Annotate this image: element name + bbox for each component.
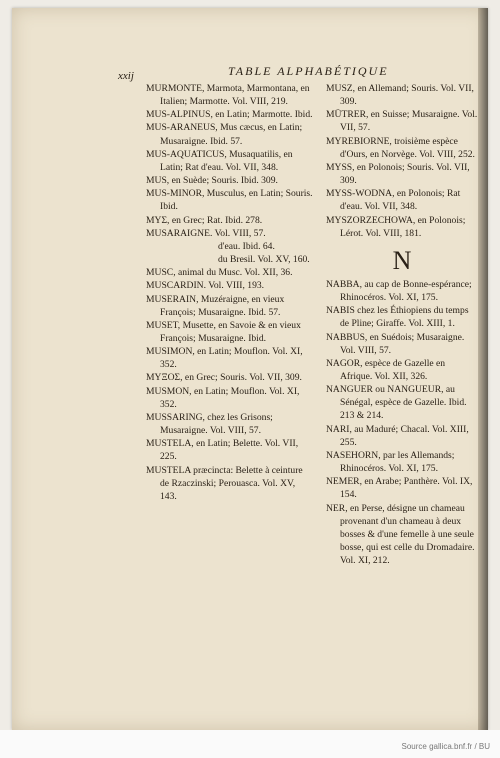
book-spine-shadow	[478, 8, 488, 730]
index-entry: NABBA, au cap de Bonne-espérance; Rhinocéros. Vol. XI, 175.	[326, 278, 472, 304]
index-entry: ΜΥΞΟΣ, en Grec; Souris. Vol. VII, 309.	[146, 372, 302, 384]
index-entry: MUSTELA præcincta: Belette à ceinture de Rzaczinski; Perouasca. Vol. XV, 143.	[146, 464, 303, 502]
index-entry: MUS, en Suède; Souris. Ibid. 309.	[146, 175, 278, 187]
index-entry: NANGUER ou NANGUEUR, au Sénégal, espèce de Gazelle. Ibid. 213 & 214.	[326, 384, 467, 422]
page-folio: xxij	[118, 70, 134, 82]
index-entry: MUSET, Musette, en Savoie & en vieux François; Musaraigne. Ibid.	[146, 319, 301, 344]
index-entry: MUSSARING, chez les Grisons; Musaraigne. Vol. VIII, 57.	[146, 411, 273, 437]
index-entry: MYSS-WODNA, en Polonois; Rat d'eau. Vol. VII, 348.	[326, 188, 461, 213]
index-entry: ΜΥΣ, en Grec; Rat. Ibid. 278.	[146, 214, 263, 226]
index-entry: MUSERAIN, Muzéraigne, en vieux François; Musaraigne. Ibid. 57.	[146, 293, 285, 318]
index-entry: MURMONTE, Marmota, Marmontana, en Italien; Marmotte. Vol. VIII, 219.	[146, 83, 310, 108]
index-entry: NER, en Perse, désigne un chameau provenant d'un chameau à deux bosses & d'une femelle à une seule bosse, qui est celle du Dromadaire. Vol. XI, 212.	[326, 502, 475, 567]
index-entry: MUS-MINOR, Musculus, en Latin; Souris. Ibid.	[146, 188, 313, 213]
index-entry: NABIS chez les Éthiopiens du temps de Pline; Giraffe. Vol. XIII, 1.	[326, 305, 469, 330]
index-column-left	[146, 82, 314, 503]
running-title: TABLE ALPHABÉTIQUE	[228, 64, 389, 78]
index-entry: MUS-ARANEUS, Mus cæcus, en Latin; Musaraigne. Ibid. 57.	[146, 122, 303, 147]
index-entry: NARI, au Maduré; Chacal. Vol. XIII, 255.	[326, 423, 469, 448]
index-entry: MYREBIORNE, troisième espèce d'Ours, en Norvège. Vol. VIII, 252.	[326, 135, 475, 160]
index-entry: MUS-AQUATICUS, Musaquatilis, en Latin; Rat d'eau. Vol. VII, 348.	[146, 148, 293, 173]
index-entry: NEMER, en Arabe; Panthère. Vol. IX, 154.	[326, 476, 473, 501]
index-entry: MUSZ, en Allemand; Souris. Vol. VII, 309.	[326, 83, 474, 108]
index-column-right	[326, 82, 478, 567]
index-entry: MÜTRER, en Suisse; Musaraigne. Vol. VII, 57.	[326, 109, 478, 134]
index-entry: NABBUS, en Suédois; Musaraigne. Vol. VIII, 57.	[326, 331, 465, 356]
index-subentry: du Bresil. Vol. XV, 160.	[218, 254, 310, 266]
source-credit: Source gallica.bnf.fr / BU	[401, 742, 490, 751]
index-entry: MUSCARDIN. Vol. VIII, 193.	[146, 280, 265, 292]
section-letter: N	[392, 245, 412, 275]
index-subentry: d'eau. Ibid. 64.	[218, 240, 275, 252]
index-entry: MUSMON, en Latin; Mouflon. Vol. XI, 352.	[146, 385, 300, 410]
index-entry: NASEHORN, par les Allemands; Rhinocéros. Vol. XI, 175.	[326, 449, 455, 475]
index-entry: MUSC, animal du Musc. Vol. XII, 36.	[146, 267, 293, 279]
index-entry: MYSZORZECHOWA, en Polonois; Lérot. Vol. VIII, 181.	[326, 214, 466, 239]
index-entry: MUSTELA, en Latin; Belette. Vol. VII, 225.	[146, 438, 299, 463]
index-entry: MUS-ALPINUS, en Latin; Marmotte. Ibid.	[146, 109, 313, 121]
index-entry: MUSIMON, en Latin; Mouflon. Vol. XI, 352.	[146, 346, 303, 371]
index-entry: MUSARAIGNE. Vol. VIII, 57.	[146, 227, 266, 239]
index-entry: MYSS, en Polonois; Souris. Vol. VII, 309.	[326, 161, 470, 187]
index-entry: NAGOR, espèce de Gazelle en Afrique. Vol. XII, 326.	[326, 357, 446, 382]
